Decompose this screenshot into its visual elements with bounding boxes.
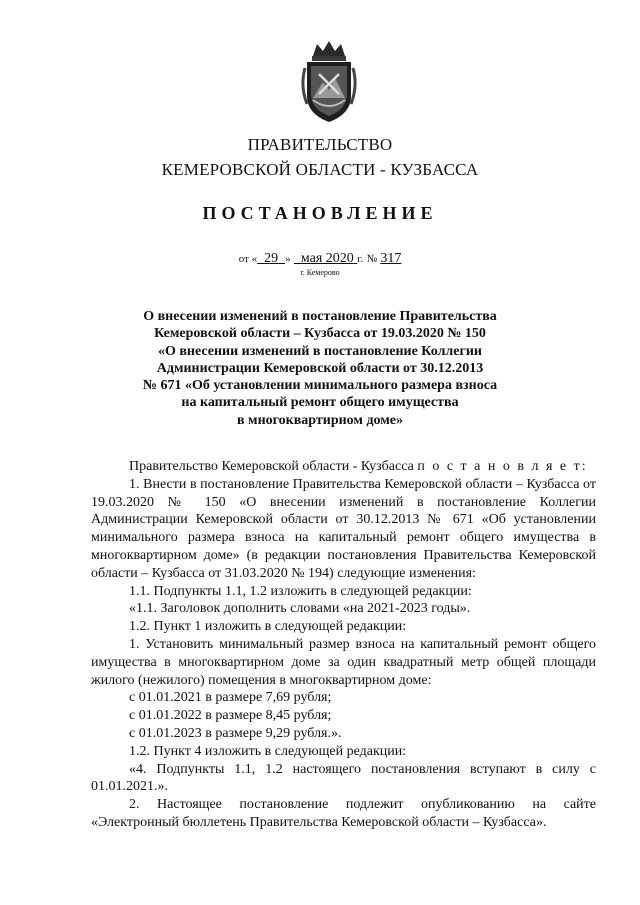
date-day-value: 29 (264, 251, 279, 266)
coat-of-arms-icon (299, 38, 359, 124)
heading-line: № 671 «Об установлении минимального размера взноса (142, 378, 498, 394)
heading-line: в многоквартирном доме» (236, 412, 404, 428)
intro-paragraph (91, 458, 596, 476)
paragraph-2: 2. Настоящее постановление подлежит опубликованию на сайте «Электронный бюллетень Правительства Кемеровской области – Кузбасса». (91, 797, 596, 830)
rate-2021: с 01.01.2021 в размере 7,69 рубля; (129, 690, 332, 706)
subparagraph-1-2b: 1.2. Пункт 4 изложить в следующей редакции: (129, 743, 407, 759)
heading-line: на капитальный ремонт общего имущества (181, 395, 459, 411)
paragraph-1: 1. Внести в постановление Правительства Кемеровской области – Кузбасса от 19.03.2020 № 150 «О внесении изменений в постановление Коллегии Администрации Кемеровской области от 30.12.2013 № 671 «Об установлении минимального размера взноса на капитальный ремонт общего имущества в многоквартирном доме» (в редакции постановления Правительства Кемеровской области – Кузбасса от 31.03.2020 № 194) следующие изменения: (91, 476, 596, 581)
subparagraph-1-2b-text: «4. Подпункты 1.1, 1.2 настоящего постановления вступают в силу с 01.01.2021.». (91, 761, 596, 795)
intro-resolves: п о с т а н о в л я е т: (417, 459, 588, 474)
document-body (91, 458, 596, 832)
rate-2022: с 01.01.2022 в размере 8,45 рубля; (129, 708, 332, 724)
city-name: г. Кемерово (300, 268, 340, 277)
date-mid: » (285, 253, 291, 265)
document-number: 317 (380, 251, 402, 266)
heading-line: «О внесении изменений в постановление Коллегии (157, 343, 482, 359)
number-sign: № (366, 253, 378, 265)
date-prefix: от « (238, 253, 258, 265)
subparagraph-1-2-text: 1. Установить минимальный размер взноса на капитальный ремонт общего имущества в многоквартирном доме за один квадратный метр общей площади жилого (нежилого) помещения в многоквартирном доме: (91, 636, 596, 688)
heading-line: Кемеровской области – Кузбасса от 19.03.2020 № 150 (154, 326, 486, 342)
subparagraph-1-1: 1.1. Подпункты 1.1, 1.2 изложить в следующей редакции: (129, 583, 472, 599)
date-day (257, 251, 285, 266)
date-month-year (294, 251, 357, 266)
heading-line: О внесении изменений в постановление Правительства (143, 309, 497, 324)
document-subject-heading (100, 308, 540, 429)
date-month-year-value: мая 2020 (300, 251, 354, 266)
government-name-line2: КЕМЕРОВСКОЙ ОБЛАСТИ - КУЗБАССА (161, 160, 479, 179)
intro-text: Правительство Кемеровской области - Кузбасса (129, 459, 414, 474)
document-type-title: ПОСТАНОВЛЕНИЕ (202, 203, 438, 223)
subparagraph-1-1-text: «1.1. Заголовок дополнить словами «на 2021-2023 годы». (129, 601, 471, 617)
rate-2023: с 01.01.2023 в размере 9,29 рубля.». (129, 725, 342, 741)
date-suffix: г. (357, 253, 364, 265)
subparagraph-1-2: 1.2. Пункт 1 изложить в следующей редакции: (129, 619, 407, 635)
date-number-line (0, 250, 640, 267)
heading-line: Администрации Кемеровской области от 30.12.2013 (156, 360, 484, 376)
government-name-line1: ПРАВИТЕЛЬСТВО (247, 135, 393, 154)
